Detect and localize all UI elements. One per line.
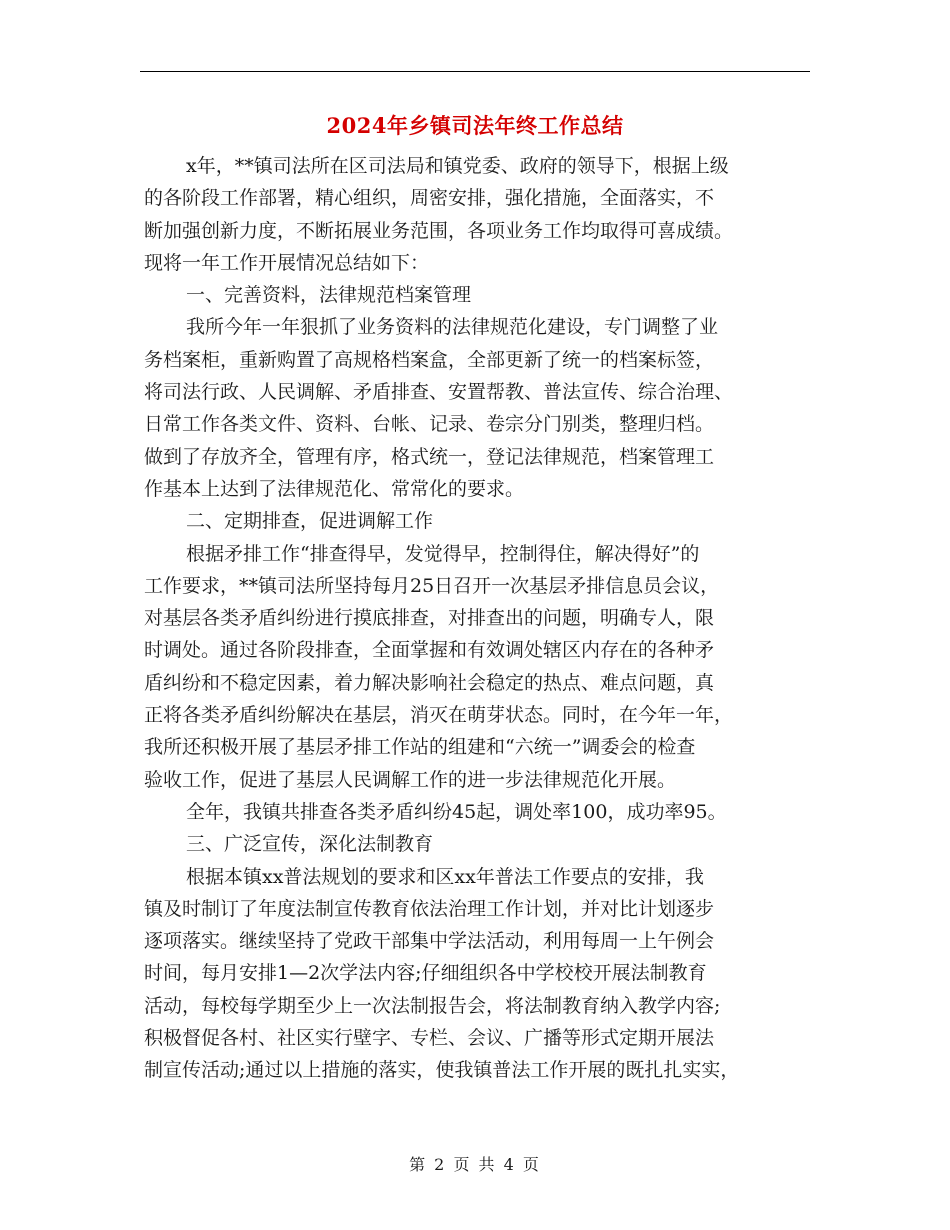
- body-line: 根据本镇xx普法规划的要求和区xx年普法工作要点的安排，我: [186, 865, 704, 888]
- body-line: 将司法行政、人民调解、矛盾排查、安置帮教、普法宣传、综合治理、: [144, 381, 734, 404]
- body-line: 验收工作，促进了基层人民调解工作的进一步法律规范化开展。: [144, 768, 677, 791]
- body-line: 积极督促各村、社区实行壁字、专栏、会议、广播等形式定期开展法: [144, 1027, 715, 1050]
- body-line: 时调处。通过各阶段排查，全面掌握和有效调处辖区内存在的各种矛: [144, 639, 715, 662]
- body-line: 对基层各类矛盾纠纷进行摸底排查，对排查出的问题，明确专人，限: [144, 607, 715, 630]
- body-line: 时间，每月安排1—2次学法内容;仔细组织各中学校校开展法制教育: [144, 962, 707, 985]
- header-rule: [140, 71, 810, 72]
- body-line: 做到了存放齐全，管理有序，格式统一，登记法律规范，档案管理工: [144, 445, 715, 468]
- section-heading: 二、定期排查，促进调解工作: [186, 510, 434, 533]
- body-line: 务档案柜，重新购置了高规格档案盒，全部更新了统一的档案标签，: [144, 348, 715, 371]
- body-line: 根据矛排工作“排查得早，发觉得早，控制得住，解决得好”的: [186, 542, 700, 565]
- body-line: 现将一年工作开展情况总结如下：: [144, 251, 430, 274]
- body-line: 活动，每校每学期至少上一次法制报告会，将法制教育纳入教学内容;: [144, 994, 721, 1017]
- body-line: 镇及时制订了年度法制宣传教育依法治理工作计划，并对比计划逐步: [144, 897, 715, 920]
- section-heading: 一、完善资料，法律规范档案管理: [186, 284, 472, 307]
- page-footer: 第 2 页 共 4 页: [409, 1155, 541, 1174]
- document-title: 2024年乡镇司法年终工作总结: [326, 113, 624, 138]
- body-line: 我所今年一年狠抓了业务资料的法律规范化建设，专门调整了业: [186, 316, 719, 339]
- document-body: [144, 150, 814, 1087]
- body-line: 制宣传活动;通过以上措施的落实，使我镇普法工作开展的既扎扎实实，: [144, 1059, 740, 1082]
- body-line: 作基本上达到了法律规范化、常常化的要求。: [144, 477, 525, 500]
- body-line: 断加强创新力度，不断拓展业务范围，各项业务工作均取得可喜成绩。: [144, 219, 734, 242]
- body-line: x年，**镇司法所在区司法局和镇党委、政府的领导下，根据上级: [186, 155, 729, 177]
- body-line: 日常工作各类文件、资料、台帐、记录、卷宗分门别类，整理归档。: [144, 413, 715, 436]
- body-line: 盾纠纷和不稳定因素，着力解决影响社会稳定的热点、难点问题，真: [144, 671, 715, 694]
- body-line: 正将各类矛盾纠纷解决在基层，消灭在萌芽状态。同时，在今年一年，: [144, 704, 734, 727]
- body-line: 我所还积极开展了基层矛排工作站的组建和“六统一”调委会的检查: [144, 736, 696, 759]
- section-heading: 三、广泛宣传，深化法制教育: [186, 833, 434, 856]
- body-line: 工作要求，**镇司法所坚持每月25日召开一次基层矛排信息员会议，: [144, 574, 720, 597]
- body-line: 逐项落实。继续坚持了党政干部集中学法活动，利用每周一上午例会: [144, 930, 715, 953]
- body-line: 的各阶段工作部署，精心组织，周密安排，强化措施，全面落实，不: [144, 187, 715, 210]
- body-line: 全年，我镇共排查各类矛盾纠纷45起，调处率100，成功率95。: [186, 800, 727, 823]
